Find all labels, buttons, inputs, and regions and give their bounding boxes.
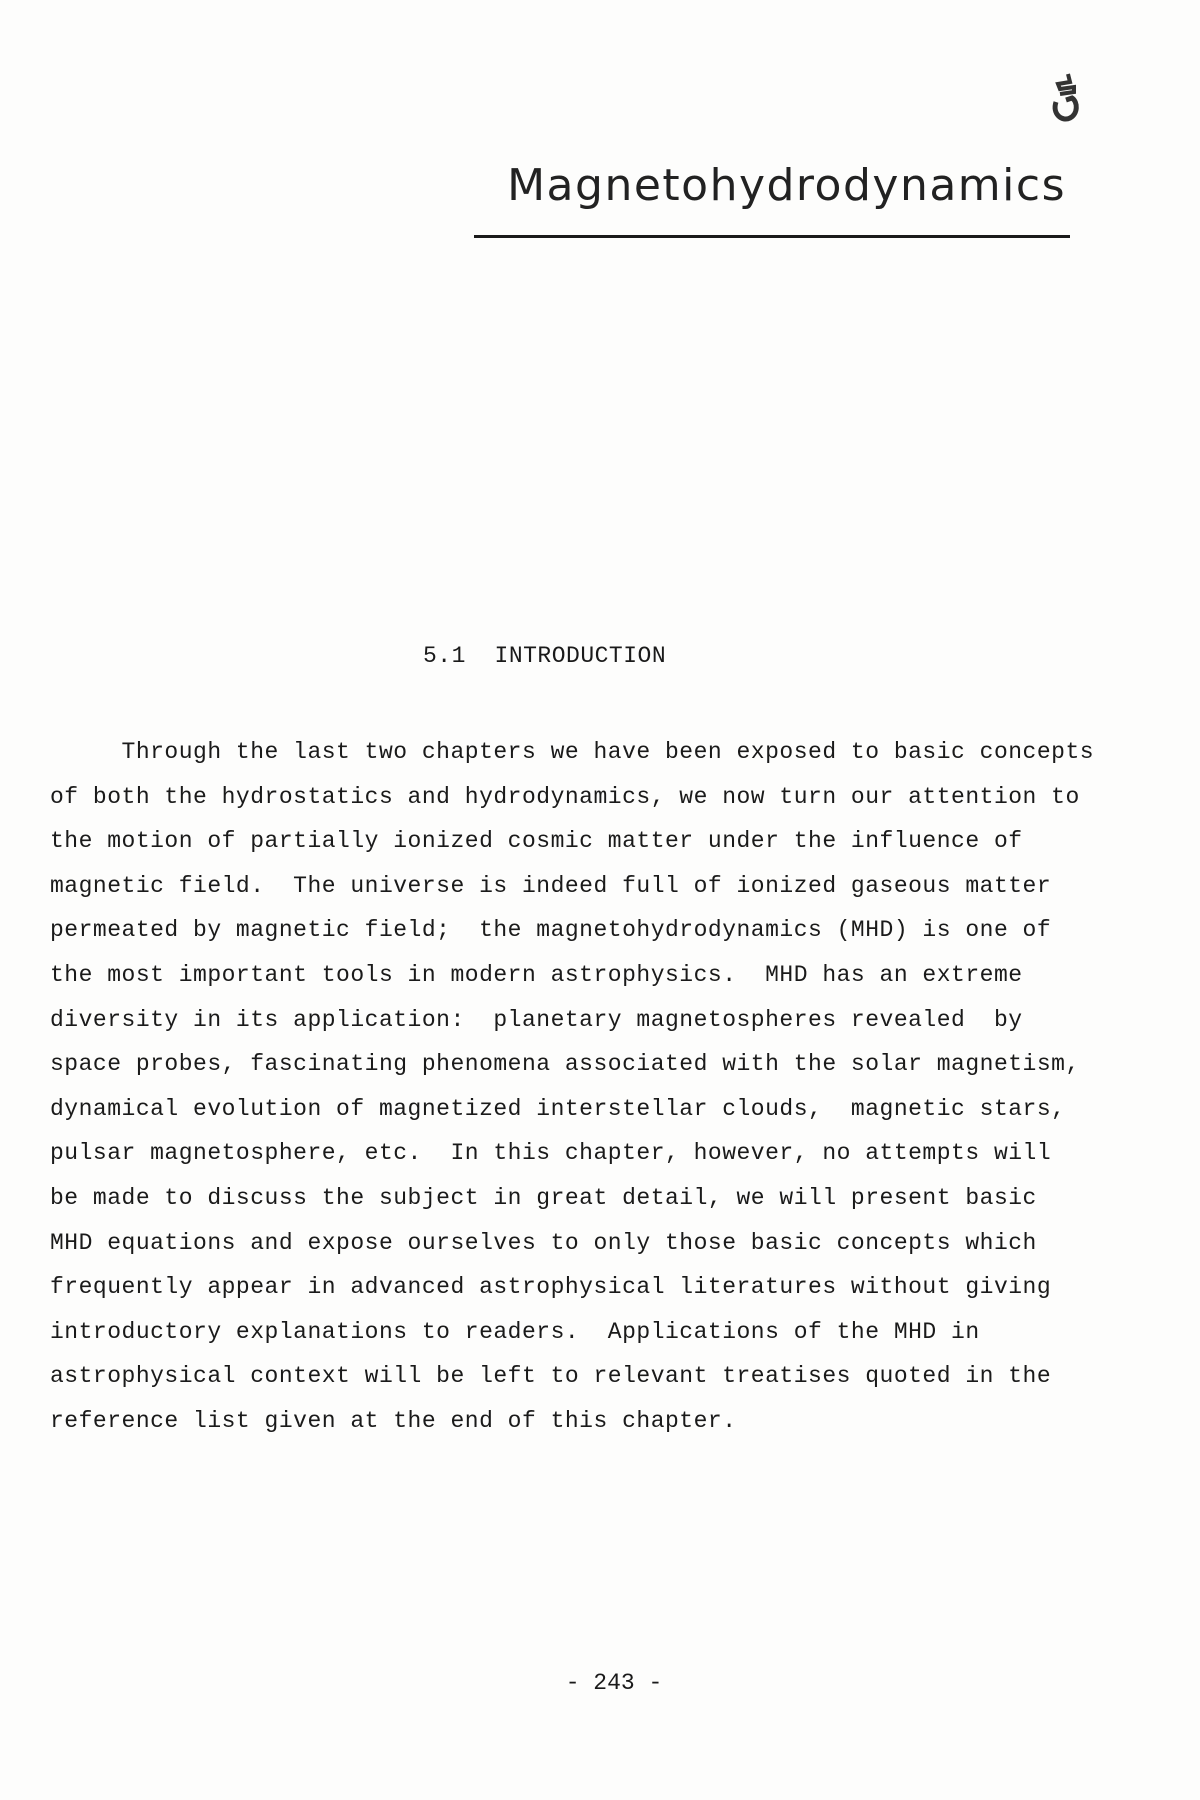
paragraph-line: introductory explanations to readers. Applications of the MHD in	[50, 1318, 980, 1345]
paragraph-line: permeated by magnetic field; the magnetohydrodynamics (MHD) is one of	[50, 917, 1052, 944]
paragraph-line: Through the last two chapters we have been exposed to basic concepts	[50, 739, 1095, 765]
paragraph-line: astrophysical context will be left to relevant treatises quoted in the	[50, 1363, 1052, 1390]
section-heading: 5.1 INTRODUCTION	[423, 643, 667, 669]
paragraph-line: of both the hydrostatics and hydrodynamics, we now turn our attention to	[50, 783, 1080, 810]
paragraph-line: the motion of partially ionized cosmic matter under the influence of	[50, 828, 1023, 855]
paragraph-line: pulsar magnetosphere, etc. In this chapter, however, no attempts will	[50, 1140, 1052, 1167]
paragraph-line: magnetic field. The universe is indeed full of ionized gaseous matter	[50, 872, 1052, 899]
paragraph-line: dynamical evolution of magnetized interstellar clouds, magnetic stars,	[50, 1095, 1066, 1122]
paragraph-line: MHD equations and expose ourselves to only those basic concepts which	[50, 1229, 1037, 1256]
title-underline	[474, 235, 1070, 238]
paragraph-line: frequently appear in advanced astrophysical literatures without giving	[50, 1274, 1052, 1301]
paragraph-line: diversity in its application: planetary magnetospheres revealed by	[50, 1006, 1023, 1033]
paragraph-line: reference list given at the end of this chapter.	[50, 1407, 737, 1434]
chapter-title: Magnetohydrodynamics	[507, 160, 1066, 211]
intro-paragraph	[50, 730, 1094, 1444]
paragraph-line: be made to discuss the subject in great detail, we will present basic	[50, 1184, 1037, 1211]
paragraph-line: the most important tools in modern astrophysics. MHD has an extreme	[50, 961, 1023, 988]
chapter-number-mark	[1048, 70, 1082, 126]
paragraph-line: space probes, fascinating phenomena associated with the solar magnetism,	[50, 1051, 1080, 1078]
page-number: - 243 -	[565, 1670, 663, 1696]
